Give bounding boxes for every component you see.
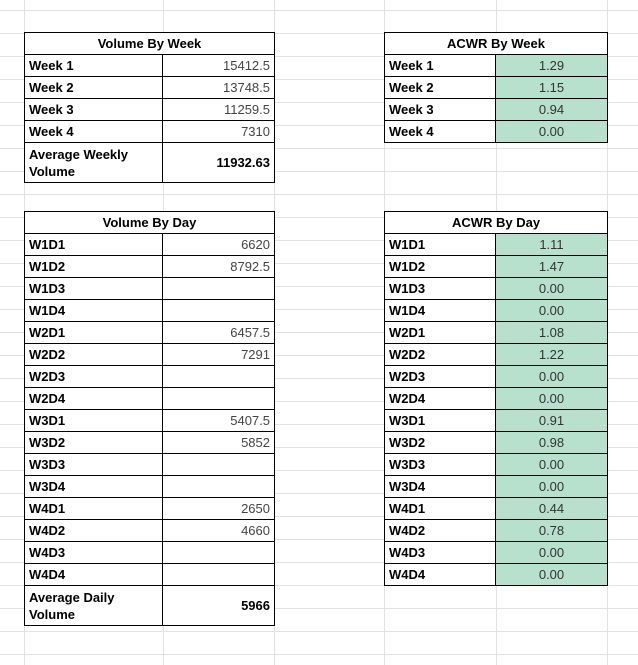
row-label[interactable]: W2D2 bbox=[385, 344, 496, 366]
row-label[interactable]: W1D4 bbox=[25, 300, 163, 322]
row-value[interactable] bbox=[163, 388, 275, 410]
acwr-by-week-title[interactable]: ACWR By Week bbox=[385, 33, 608, 55]
acwr-by-day-title[interactable]: ACWR By Day bbox=[385, 212, 608, 234]
row-value[interactable] bbox=[163, 476, 275, 498]
row-label[interactable]: Week 3 bbox=[385, 99, 496, 121]
row-label[interactable]: Week 2 bbox=[385, 77, 496, 99]
row-label[interactable]: Week 1 bbox=[25, 55, 163, 77]
table-row bbox=[25, 410, 275, 432]
row-label[interactable]: W4D4 bbox=[25, 564, 163, 586]
row-label[interactable]: W1D3 bbox=[385, 278, 496, 300]
table-row bbox=[25, 322, 275, 344]
row-label[interactable]: Week 4 bbox=[25, 121, 163, 143]
row-label[interactable]: W2D1 bbox=[385, 322, 496, 344]
row-value[interactable]: 15412.5 bbox=[163, 55, 275, 77]
row-label[interactable]: W4D1 bbox=[385, 498, 496, 520]
row-value[interactable]: 4660 bbox=[163, 520, 275, 542]
row-label[interactable]: W1D2 bbox=[385, 256, 496, 278]
row-label[interactable]: W4D2 bbox=[385, 520, 496, 542]
volume-by-week-table bbox=[24, 32, 275, 183]
row-label[interactable]: W3D2 bbox=[385, 432, 496, 454]
table-row bbox=[385, 121, 608, 143]
table-row bbox=[25, 121, 275, 143]
average-weekly-volume-value[interactable]: 11932.63 bbox=[163, 143, 275, 183]
average-daily-volume-value[interactable]: 5966 bbox=[163, 586, 275, 626]
table-row bbox=[385, 520, 608, 542]
table-row bbox=[385, 99, 608, 121]
row-label[interactable]: W3D1 bbox=[385, 410, 496, 432]
row-label[interactable]: Week 3 bbox=[25, 99, 163, 121]
row-value[interactable]: 0.78 bbox=[496, 520, 608, 542]
row-value[interactable]: 0.98 bbox=[496, 432, 608, 454]
table-row bbox=[25, 77, 275, 99]
table-row bbox=[25, 344, 275, 366]
table-row bbox=[385, 410, 608, 432]
table-row bbox=[385, 344, 608, 366]
row-value[interactable]: 0.00 bbox=[496, 454, 608, 476]
row-value[interactable]: 0.00 bbox=[496, 476, 608, 498]
row-value[interactable]: 0.00 bbox=[496, 564, 608, 586]
table-row bbox=[25, 234, 275, 256]
volume-by-day-title[interactable]: Volume By Day bbox=[25, 212, 275, 234]
row-label[interactable]: W2D3 bbox=[25, 366, 163, 388]
average-row bbox=[25, 143, 275, 183]
table-row bbox=[385, 55, 608, 77]
table-row bbox=[385, 476, 608, 498]
table-row bbox=[25, 564, 275, 586]
table-row bbox=[25, 542, 275, 564]
row-label[interactable]: W4D1 bbox=[25, 498, 163, 520]
table-row bbox=[385, 432, 608, 454]
table-row bbox=[385, 278, 608, 300]
row-value[interactable]: 1.08 bbox=[496, 322, 608, 344]
table-row bbox=[25, 388, 275, 410]
table-row bbox=[385, 498, 608, 520]
row-label[interactable]: W1D4 bbox=[385, 300, 496, 322]
row-label[interactable]: Week 4 bbox=[385, 121, 496, 143]
row-label[interactable]: Week 1 bbox=[385, 55, 496, 77]
row-label[interactable]: W1D1 bbox=[385, 234, 496, 256]
row-value[interactable]: 0.00 bbox=[496, 542, 608, 564]
table-row bbox=[385, 564, 608, 586]
table-row bbox=[385, 77, 608, 99]
table-row bbox=[25, 498, 275, 520]
average-weekly-volume-label[interactable]: Average Weekly Volume bbox=[25, 143, 163, 183]
average-daily-volume-label[interactable]: Average Daily Volume bbox=[25, 586, 163, 626]
row-value[interactable]: 0.00 bbox=[496, 388, 608, 410]
table-row bbox=[385, 234, 608, 256]
row-label[interactable]: W2D4 bbox=[25, 388, 163, 410]
volume-by-day-table bbox=[24, 211, 275, 626]
acwr-by-day-table bbox=[384, 211, 608, 586]
row-value[interactable]: 2650 bbox=[163, 498, 275, 520]
table-row bbox=[25, 278, 275, 300]
row-value[interactable]: 6457.5 bbox=[163, 322, 275, 344]
table-row bbox=[25, 476, 275, 498]
table-row bbox=[385, 366, 608, 388]
row-value[interactable]: 0.91 bbox=[496, 410, 608, 432]
row-value[interactable]: 11259.5 bbox=[163, 99, 275, 121]
row-value[interactable]: 7310 bbox=[163, 121, 275, 143]
table-row bbox=[25, 300, 275, 322]
acwr-by-week-table bbox=[384, 32, 608, 143]
row-value[interactable] bbox=[163, 300, 275, 322]
row-value[interactable]: 0.00 bbox=[496, 278, 608, 300]
average-row bbox=[25, 586, 275, 626]
table-row bbox=[385, 300, 608, 322]
row-value[interactable]: 13748.5 bbox=[163, 77, 275, 99]
row-value[interactable] bbox=[163, 542, 275, 564]
table-row bbox=[25, 256, 275, 278]
row-label[interactable]: W1D2 bbox=[25, 256, 163, 278]
row-value[interactable]: 6620 bbox=[163, 234, 275, 256]
row-label[interactable]: W2D2 bbox=[25, 344, 163, 366]
row-label[interactable]: W2D3 bbox=[385, 366, 496, 388]
row-label[interactable]: W1D1 bbox=[25, 234, 163, 256]
row-label[interactable]: W3D4 bbox=[25, 476, 163, 498]
row-value[interactable]: 5852 bbox=[163, 432, 275, 454]
table-row bbox=[25, 55, 275, 77]
row-value[interactable]: 1.29 bbox=[496, 55, 608, 77]
row-value[interactable]: 0.44 bbox=[496, 498, 608, 520]
volume-by-week-title[interactable]: Volume By Week bbox=[25, 33, 275, 55]
row-label[interactable]: W3D2 bbox=[25, 432, 163, 454]
row-label[interactable]: W4D4 bbox=[385, 564, 496, 586]
table-row bbox=[25, 99, 275, 121]
row-label[interactable]: W4D3 bbox=[25, 542, 163, 564]
row-value[interactable]: 1.11 bbox=[496, 234, 608, 256]
row-value[interactable]: 0.00 bbox=[496, 300, 608, 322]
row-label[interactable]: W4D3 bbox=[385, 542, 496, 564]
row-value[interactable] bbox=[163, 278, 275, 300]
row-label[interactable]: W1D3 bbox=[25, 278, 163, 300]
row-value[interactable]: 8792.5 bbox=[163, 256, 275, 278]
table-row bbox=[385, 388, 608, 410]
row-value[interactable] bbox=[163, 564, 275, 586]
row-value[interactable]: 1.22 bbox=[496, 344, 608, 366]
table-row bbox=[25, 520, 275, 542]
row-value[interactable]: 7291 bbox=[163, 344, 275, 366]
table-row bbox=[385, 322, 608, 344]
row-value[interactable]: 1.47 bbox=[496, 256, 608, 278]
table-row bbox=[385, 454, 608, 476]
row-label[interactable]: W3D3 bbox=[25, 454, 163, 476]
table-row bbox=[385, 256, 608, 278]
table-row bbox=[385, 542, 608, 564]
row-value[interactable]: 0.00 bbox=[496, 366, 608, 388]
table-row bbox=[25, 454, 275, 476]
row-label[interactable]: W3D1 bbox=[25, 410, 163, 432]
row-label[interactable]: W3D4 bbox=[385, 476, 496, 498]
row-value[interactable]: 5407.5 bbox=[163, 410, 275, 432]
row-label[interactable]: W2D4 bbox=[385, 388, 496, 410]
row-value[interactable]: 0.94 bbox=[496, 99, 608, 121]
table-row bbox=[25, 366, 275, 388]
row-value[interactable] bbox=[163, 366, 275, 388]
row-value[interactable] bbox=[163, 454, 275, 476]
row-label[interactable]: W2D1 bbox=[25, 322, 163, 344]
row-value[interactable]: 1.15 bbox=[496, 77, 608, 99]
row-value[interactable]: 0.00 bbox=[496, 121, 608, 143]
table-row bbox=[25, 432, 275, 454]
row-label[interactable]: W3D3 bbox=[385, 454, 496, 476]
row-label[interactable]: Week 2 bbox=[25, 77, 163, 99]
row-label[interactable]: W4D2 bbox=[25, 520, 163, 542]
